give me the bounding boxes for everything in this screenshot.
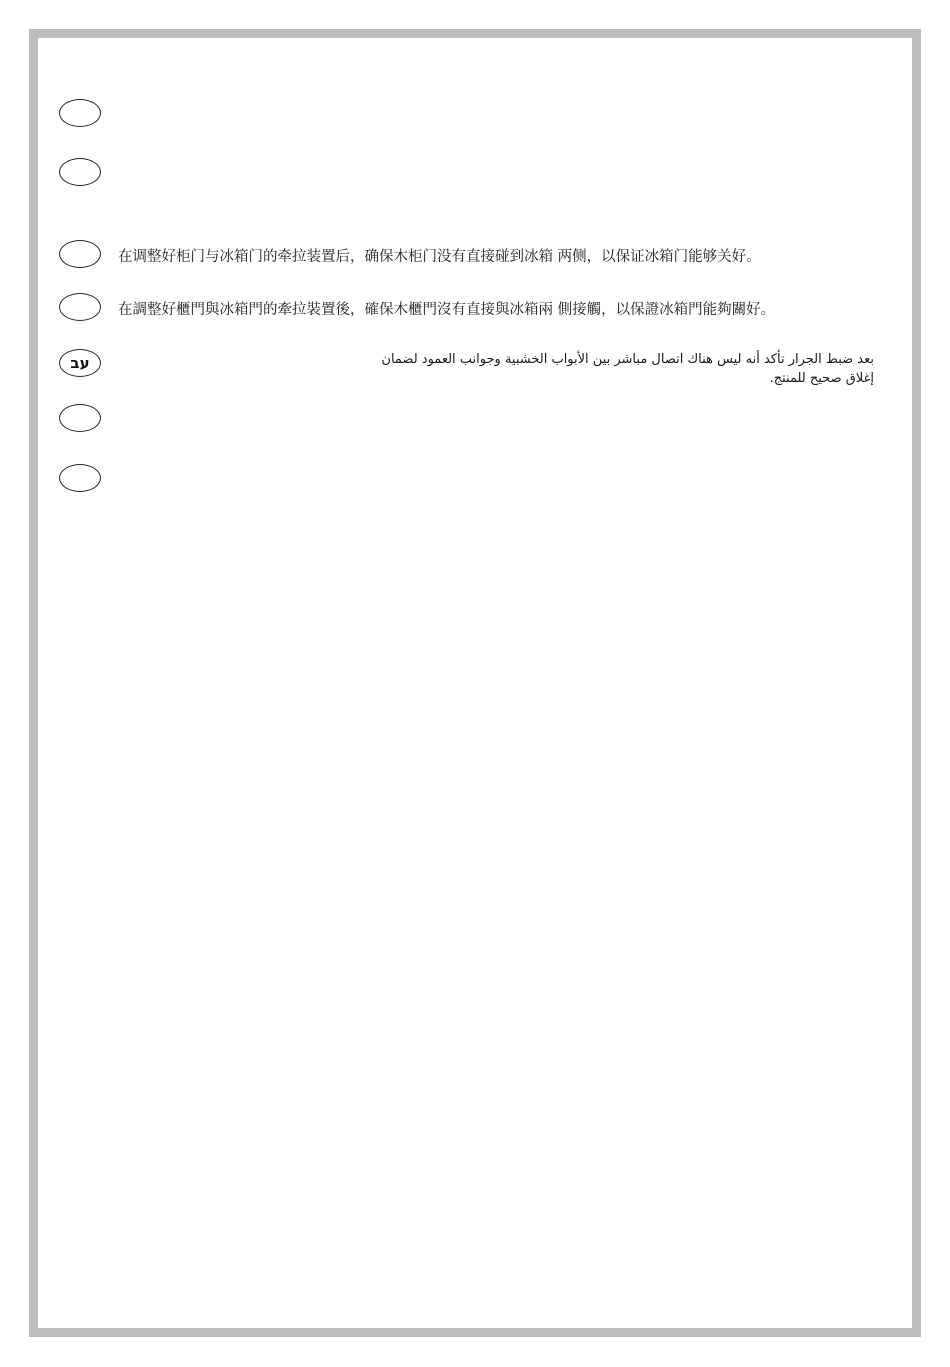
- arabic-line-2: إغلاق صحيح للمنتج.: [769, 371, 874, 386]
- language-badge-7: [59, 464, 101, 492]
- instruction-text-traditional-chinese: 在調整好櫃門與冰箱門的牽拉裝置後，確保木櫃門沒有直接與冰箱兩 側接觸，以保證冰箱門能夠關好。: [118, 302, 776, 318]
- page-border: [29, 29, 921, 1337]
- instruction-text-arabic: [300, 350, 874, 388]
- language-badge-2: [59, 158, 101, 186]
- language-badge-hebrew: עב: [59, 349, 101, 377]
- language-badge-3: [59, 240, 101, 268]
- language-badge-1: [59, 99, 101, 127]
- arabic-line-1: بعد ضبط الجرار تأكد أنه ليس هناك اتصال مباشر بين الأبواب الخشبية وجوانب العمود لضمان: [381, 352, 874, 367]
- language-badge-6: [59, 404, 101, 432]
- language-badge-4: [59, 293, 101, 321]
- instruction-text-simplified-chinese: 在调整好柜门与冰箱门的牵拉装置后，确保木柜门没有直接碰到冰箱 两侧，以保证冰箱门能够关好。: [118, 249, 761, 265]
